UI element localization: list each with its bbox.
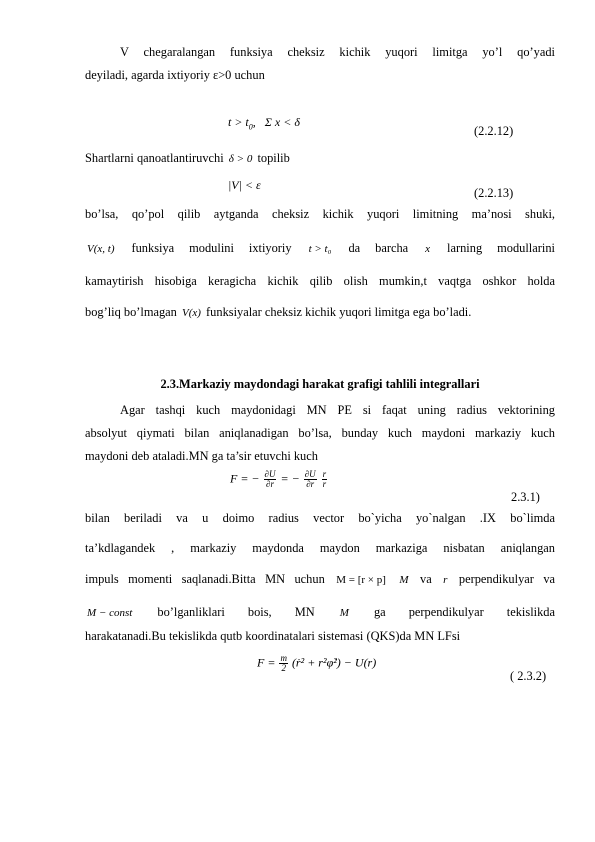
- paragraph-line: ta’kdlagandek , markaziy maydonda maydon markaziga nisbatan aniqlangan: [85, 541, 555, 555]
- paragraph-line: maydoni deb ataladi.MN ga ta’sir etuvchi kuch: [85, 449, 318, 463]
- paragraph-line: bilan beriladi va u doimo radius vector bo`yicha yo`nalgan .IX bo`limda: [85, 511, 555, 525]
- equation-2-3-1: F = − $\frac{\partial U}{\partial r}$ = − $\frac{\partial U}{\partial r}$ $\frac{r}{r}$: [230, 469, 327, 489]
- paragraph-line: impuls momenti saqlanadi.Bitta MN uchun M = [r × p] M va r perpendikulyar va: [85, 572, 556, 586]
- delta-symbol: δ > 0: [228, 153, 253, 165]
- paragraph-line: bog’liq bo’lmagan V(x) funksiyalar cheksiz kichik yuqori limitga ega bo’ladi.: [85, 305, 472, 319]
- paragraph-line: kamaytirish hisobiga keragicha kichik qilib olish mumkin,t vaqtga oshkor holda: [85, 274, 555, 288]
- equation-number: (2.2.13): [474, 186, 514, 200]
- paragraph-line: Agar tashqi kuch maydonidagi MN PE si faqat uning radius vektorining: [120, 403, 555, 417]
- equation-number: ( 2.3.2): [510, 669, 547, 683]
- paragraph-line: deyiladi, agarda ixtiyoriy ε>0 uchun: [85, 68, 265, 82]
- equation-2-2-13: |V| < ε: [228, 178, 261, 192]
- paragraph-line: bo’lsa, qo’pol qilib aytganda cheksiz kichik yuqori limitning ma’nosi shuki,: [85, 207, 555, 221]
- paragraph-line: M − const bo’lganliklari bois, MN M ga perpendikulyar tekislikda: [87, 605, 555, 619]
- paragraph-line: Shartlarni qanoatlantiruvchi δ > 0 topilib: [85, 151, 290, 165]
- equation-number: (2.2.12): [474, 124, 514, 138]
- paragraph-line: V chegaralangan funksiya cheksiz kichik yuqori limitga yo’l qo’yadi: [120, 45, 555, 59]
- paragraph-line: absolyut qiymati bilan aniqlanadigan bo’lsa, bunday kuch maydoni markaziy kuch: [85, 426, 555, 440]
- paragraph-line: V(x, t) funksiya modulini ixtiyoriy t > t₀ da barcha x larning modullarini: [87, 241, 555, 255]
- section-heading: 2.3.Markaziy maydondagi harakat grafigi tahlili integrallari: [160, 377, 480, 391]
- equation-2-3-2: F = $\frac{m}{2}$ (ṙ² + r²φ̇²) − U(r): [257, 653, 377, 673]
- equation-number: 2.3.1): [511, 490, 540, 504]
- paragraph-line: harakatanadi.Bu tekislikda qutb koordinatalari sistemasi (QKS)da MN LFsi: [85, 629, 461, 643]
- equation-2-2-12: $t > t_0$, Σ x < δ: [228, 115, 300, 132]
